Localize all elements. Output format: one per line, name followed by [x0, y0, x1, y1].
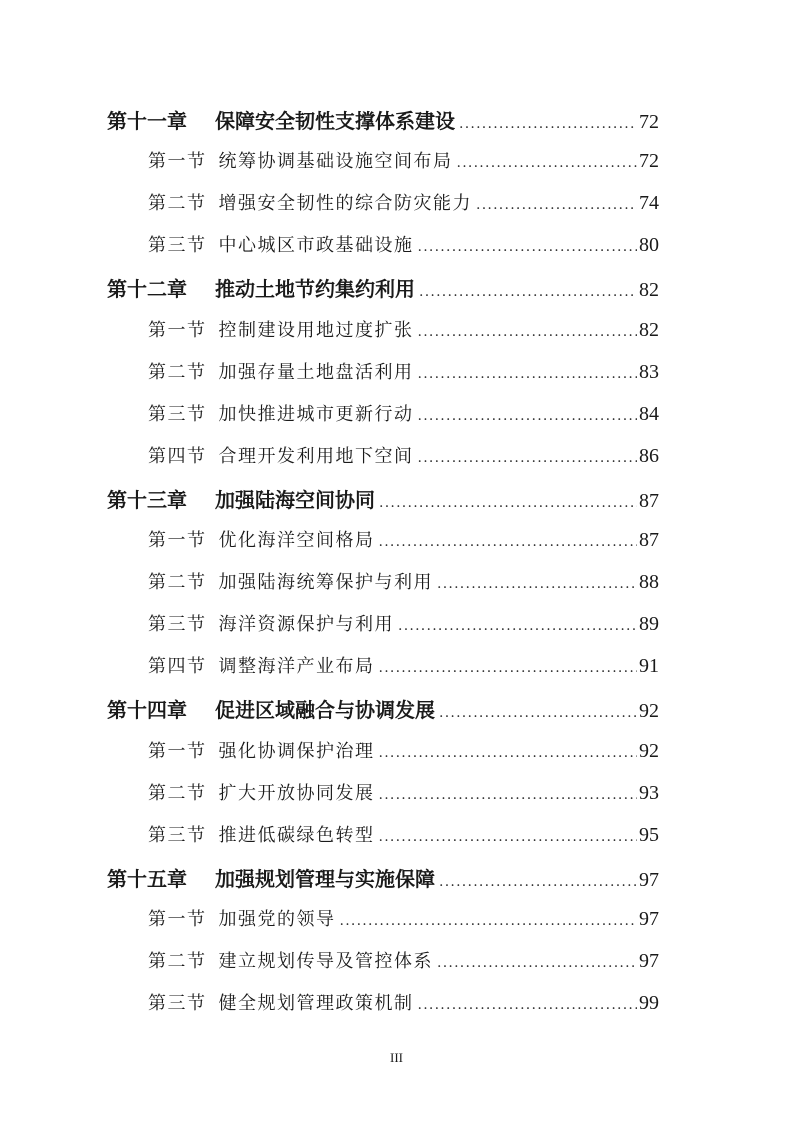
toc-entry-number: 第十五章	[107, 866, 187, 891]
toc-entry-page: 86	[639, 444, 659, 467]
toc-section-entry[interactable]	[148, 989, 659, 1015]
toc-dot-leader	[379, 787, 638, 803]
toc-chapter-entry[interactable]	[107, 273, 659, 302]
toc-section-entry[interactable]	[148, 147, 659, 173]
toc-section-entry[interactable]	[148, 231, 659, 257]
toc-entry-page: 95	[639, 823, 659, 846]
toc-entry-title: 加强陆海空间协同	[215, 487, 375, 512]
toc-entry-page: 87	[639, 489, 659, 512]
toc-entry-number: 第四节	[148, 656, 207, 678]
toc-entry-page: 91	[639, 655, 659, 678]
toc-section-entry[interactable]	[148, 779, 659, 805]
toc-entry-title: 加强党的领导	[218, 908, 336, 930]
toc-entry-title: 促进区域融合与协调发展	[215, 698, 435, 723]
toc-entry-number: 第十二章	[107, 277, 187, 302]
toc-entry-title: 推动土地节约集约利用	[215, 277, 415, 302]
toc-dot-leader	[418, 450, 638, 466]
toc-entry-number: 第一节	[148, 319, 207, 341]
toc-entry-title: 优化海洋空间格局	[218, 530, 375, 551]
toc-section-entry[interactable]	[148, 737, 659, 763]
toc-entry-title: 加快推进城市更新行动	[218, 403, 414, 425]
toc-entry-page: 72	[639, 150, 659, 173]
toc-dot-leader	[459, 116, 637, 132]
toc-entry-page: 82	[639, 279, 659, 302]
toc-entry-page: 72	[639, 111, 659, 133]
toc-chapter-entry[interactable]	[107, 484, 659, 513]
toc-entry-page: 97	[639, 950, 659, 972]
toc-entry-page: 74	[639, 192, 659, 215]
toc-entry-title: 中心城区市政基础设施	[218, 235, 414, 257]
toc-entry-page: 88	[639, 571, 659, 594]
toc-entry-number: 第一节	[148, 530, 207, 551]
toc-entry-page: 97	[639, 907, 659, 930]
toc-dot-leader	[398, 618, 637, 634]
page-number: III	[390, 1050, 403, 1065]
toc-dot-leader	[418, 408, 638, 424]
toc-dot-leader	[437, 955, 637, 971]
toc-entry-number: 第一节	[148, 151, 207, 173]
toc-entry-number: 第三节	[148, 993, 207, 1015]
toc-section-entry[interactable]	[148, 821, 659, 847]
toc-entry-number: 第三节	[148, 614, 207, 636]
toc-entry-number: 第十三章	[107, 487, 187, 512]
toc-entry-number: 第二节	[148, 951, 207, 972]
toc-entry-number: 第三节	[148, 235, 207, 257]
toc-entry-title: 控制建设用地过度扩张	[218, 319, 414, 341]
toc-entry-title: 强化协调保护治理	[218, 740, 375, 762]
toc-section-entry[interactable]	[148, 905, 659, 931]
toc-section-entry[interactable]	[148, 526, 659, 552]
toc-entry-title: 建立规划传导及管控体系	[218, 951, 433, 972]
toc-entry-title: 加强陆海统筹保护与利用	[218, 572, 433, 594]
toc-section-entry[interactable]	[148, 400, 659, 426]
toc-dot-leader	[418, 239, 638, 255]
toc-entry-number: 第十四章	[107, 698, 187, 723]
toc-entry-number: 第三节	[148, 403, 207, 425]
toc-entry-page: 97	[639, 868, 659, 891]
toc-dot-leader	[439, 705, 637, 721]
toc-section-entry[interactable]	[148, 568, 659, 594]
toc-section-entry[interactable]	[148, 442, 659, 468]
toc-entry-page: 99	[639, 992, 659, 1015]
toc-chapter-entry[interactable]	[107, 105, 659, 134]
toc-dot-leader	[418, 366, 638, 382]
toc-section-entry[interactable]	[148, 316, 659, 342]
toc-dot-leader	[379, 660, 638, 676]
toc-dot-leader	[457, 155, 638, 171]
toc-entry-title: 合理开发利用地下空间	[218, 445, 414, 467]
toc-chapter-entry[interactable]	[107, 863, 659, 892]
toc-entry-page: 92	[639, 739, 659, 762]
toc-entry-number: 第三节	[148, 824, 207, 846]
toc-entry-page: 84	[639, 402, 659, 425]
toc-entry-page: 87	[639, 529, 659, 551]
toc-entry-page: 82	[639, 318, 659, 341]
toc-entry-title: 推进低碳绿色转型	[218, 824, 375, 846]
toc-entry-title: 增强安全韧性的综合防灾能力	[218, 193, 472, 215]
toc-dot-leader	[418, 324, 638, 340]
toc-entry-number: 第十一章	[107, 109, 187, 133]
toc-entry-page: 92	[639, 700, 659, 723]
toc-entry-page: 89	[639, 613, 659, 636]
toc-entry-number: 第二节	[148, 572, 207, 594]
toc-dot-leader	[379, 829, 638, 845]
toc-section-entry[interactable]	[148, 947, 659, 973]
toc-entry-number: 第一节	[148, 908, 207, 930]
toc-dot-leader	[379, 534, 638, 550]
toc-entry-title: 调整海洋产业布局	[218, 656, 375, 678]
toc-entry-title: 加强存量土地盘活利用	[218, 361, 414, 383]
toc-section-entry[interactable]	[148, 652, 659, 678]
toc-entry-number: 第二节	[148, 782, 207, 804]
toc-entry-title: 保障安全韧性支撑体系建设	[215, 109, 455, 133]
toc-dot-leader	[439, 874, 637, 890]
toc-entry-page: 80	[639, 234, 659, 257]
toc-entry-page: 93	[639, 781, 659, 804]
toc-chapter-entry[interactable]	[107, 694, 659, 723]
toc-section-entry[interactable]	[148, 610, 659, 636]
toc-section-entry[interactable]	[148, 358, 659, 384]
toc-entry-title: 统筹协调基础设施空间布局	[218, 151, 453, 173]
toc-dot-leader	[419, 284, 637, 300]
toc-dot-leader	[437, 576, 637, 592]
toc-entry-number: 第四节	[148, 445, 207, 467]
toc-entry-number: 第二节	[148, 193, 207, 215]
toc-entry-number: 第一节	[148, 740, 207, 762]
toc-entry-title: 健全规划管理政策机制	[218, 993, 414, 1015]
toc-dot-leader	[379, 745, 638, 761]
toc-entry-number: 第二节	[148, 361, 207, 383]
toc-entry-title: 海洋资源保护与利用	[218, 614, 394, 636]
toc-section-entry[interactable]	[148, 189, 659, 215]
toc-dot-leader	[379, 495, 637, 511]
toc-dot-leader	[476, 197, 637, 213]
toc-entry-page: 83	[639, 360, 659, 383]
toc-dot-leader	[340, 913, 638, 929]
toc-dot-leader	[418, 997, 638, 1013]
toc-entry-title: 扩大开放协同发展	[218, 782, 375, 804]
toc-entry-title: 加强规划管理与实施保障	[215, 866, 435, 891]
